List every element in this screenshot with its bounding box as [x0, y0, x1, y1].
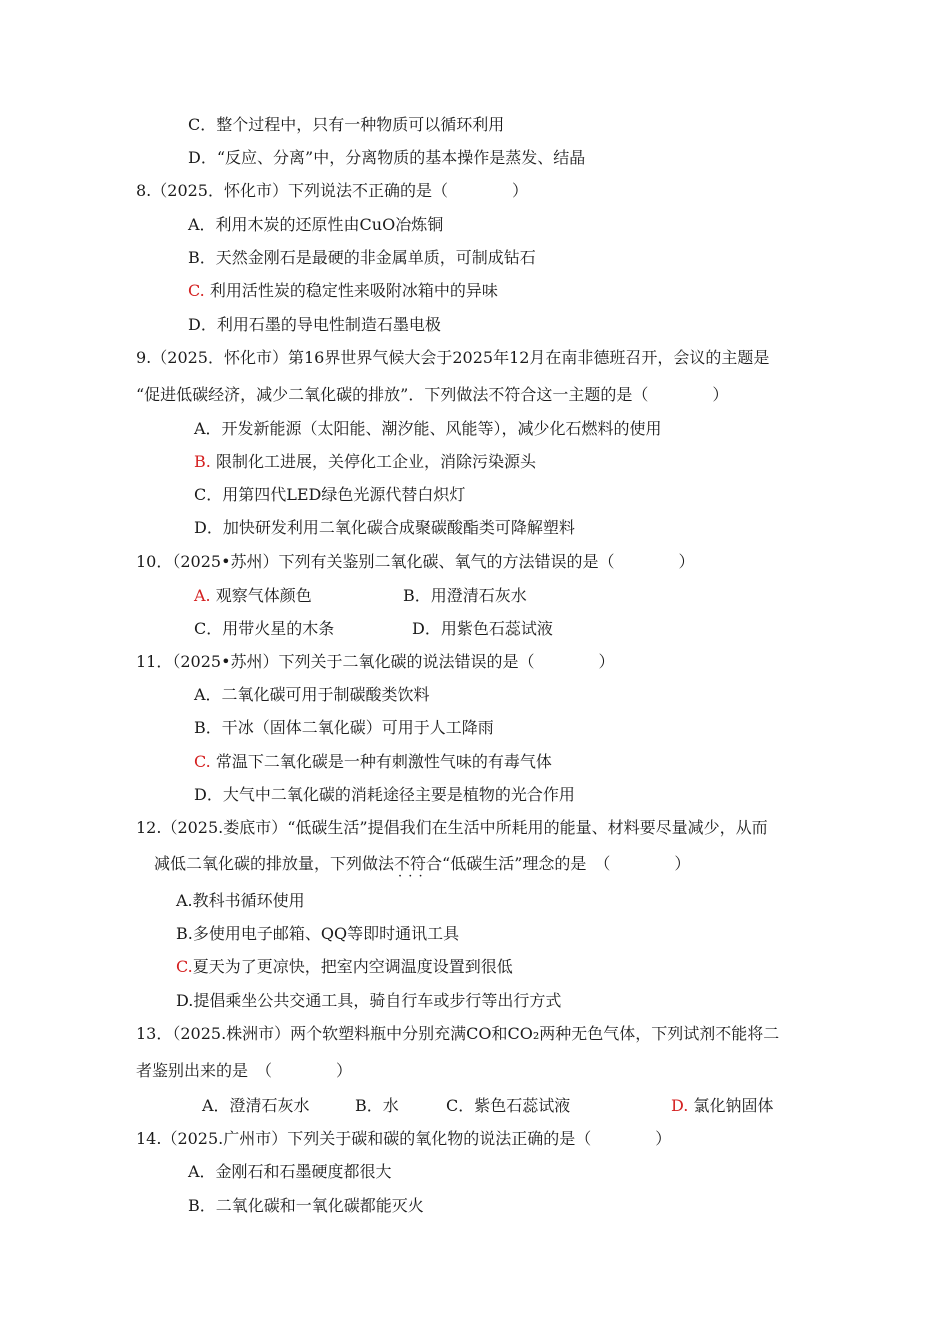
q13-option-b: B．水	[355, 1096, 399, 1115]
q13-stem-line1: 13．（2025.株洲市）两个软塑料瓶中分别充满CO和CO₂两种无色气体，下列试剂不能将二	[136, 1024, 780, 1043]
q8-option-c	[188, 280, 498, 302]
q8-stem: 8.（2025．怀化市）下列说法不正确的是（ ）	[136, 181, 528, 200]
answer-marker: C.	[194, 752, 211, 771]
q8-option-d: D．利用石墨的导电性制造石墨电极	[188, 315, 441, 334]
q8-option-a: A．利用木炭的还原性由CuO冶炼铜	[188, 215, 444, 234]
option-text: 利用活性炭的稳定性来吸附冰箱中的异味	[209, 281, 498, 300]
q12-stem-line2	[154, 853, 690, 875]
stem-text: 减低二氧化碳的排放量，下列做法	[154, 854, 395, 873]
q9-option-d: D．加快研发利用二氧化碳合成聚碳酸酯类可降解塑料	[194, 518, 575, 537]
option-text: 夏天为了更凉快，把室内空调温度设置到很低	[192, 957, 513, 976]
q11-option-a: A．二氧化碳可用于制碳酸类饮料	[194, 685, 430, 704]
answer-marker: C.	[188, 281, 205, 300]
q7-option-d: D．“反应、分离”中，分离物质的基本操作是蒸发、结晶	[188, 148, 586, 167]
q12-option-d: D.提倡乘坐公共交通工具，骑自行车或步行等出行方式	[176, 991, 562, 1010]
option-text: 限制化工进展，关停化工企业，消除污染源头	[215, 452, 536, 471]
q12-option-a: A.教科书循环使用	[176, 891, 305, 910]
q9-option-a: A．开发新能源（太阳能、潮汐能、风能等），减少化石燃料的使用	[194, 419, 662, 438]
q13-option-d	[671, 1095, 773, 1117]
stem-text: “低碳生活”理念的是 （ ）	[442, 854, 691, 873]
emphasis-dots: 不符合 · · ·	[394, 854, 442, 873]
q9-stem-line1: 9.（2025．怀化市）第16界世界气候大会于2025年12月在南非德班召开，会议的主题是	[136, 348, 770, 367]
q8-option-b: B．天然金刚石是最硬的非金属单质，可制成钻石	[188, 248, 536, 267]
option-text: 氯化钠固体	[693, 1096, 774, 1115]
answer-marker: C.	[176, 957, 193, 976]
q11-option-c	[194, 751, 552, 773]
q14-stem: 14.（2025.广州市）下列关于碳和碳的氧化物的说法正确的是（ ）	[136, 1129, 672, 1148]
answer-marker: D.	[671, 1096, 689, 1115]
q10-option-d: D．用紫色石蕊试液	[412, 619, 553, 638]
q10-stem: 10．（2025•苏州）下列有关鉴别二氧化碳、氧气的方法错误的是（ ）	[136, 552, 695, 571]
q9-option-b	[194, 451, 536, 473]
q12-stem-line1: 12.（2025.娄底市）“低碳生活”提倡我们在生活中所耗用的能量、材料要尽量减少，从而	[136, 818, 768, 837]
q12-option-b: B.多使用电子邮箱、QQ等即时通讯工具	[176, 924, 460, 943]
q11-option-b: B．干冰（固体二氧化碳）可用于人工降雨	[194, 718, 494, 737]
q14-option-a: A．金刚石和石墨硬度都很大	[188, 1162, 392, 1181]
q9-stem-line2: “促进低碳经济，减少二氧化碳的排放”．下列做法不符合这一主题的是（ ）	[136, 385, 729, 404]
q11-option-d: D．大气中二氧化碳的消耗途径主要是植物的光合作用	[194, 785, 575, 804]
q14-option-b: B．二氧化碳和一氧化碳都能灭火	[188, 1196, 424, 1215]
q13-stem-line2: 者鉴别出来的是 （ ）	[136, 1061, 353, 1080]
answer-marker: A.	[194, 586, 211, 605]
q7-option-c: C．整个过程中，只有一种物质可以循环利用	[188, 115, 505, 134]
q12-option-c	[176, 956, 513, 978]
answer-marker: B.	[194, 452, 211, 471]
q11-stem: 11．（2025•苏州）下列关于二氧化碳的说法错误的是（ ）	[136, 652, 615, 671]
q13-option-a: A．澄清石灰水	[202, 1096, 310, 1115]
q10-option-a	[194, 585, 312, 607]
q10-option-c: C．用带火星的木条	[194, 619, 335, 638]
q10-option-b: B．用澄清石灰水	[403, 586, 527, 605]
q13-option-c: C．紫色石蕊试液	[446, 1096, 571, 1115]
option-text: 常温下二氧化碳是一种有刺激性气味的有毒气体	[215, 752, 552, 771]
q9-option-c: C．用第四代LED绿色光源代替白炽灯	[194, 485, 466, 504]
option-text: 观察气体颜色	[215, 586, 312, 605]
